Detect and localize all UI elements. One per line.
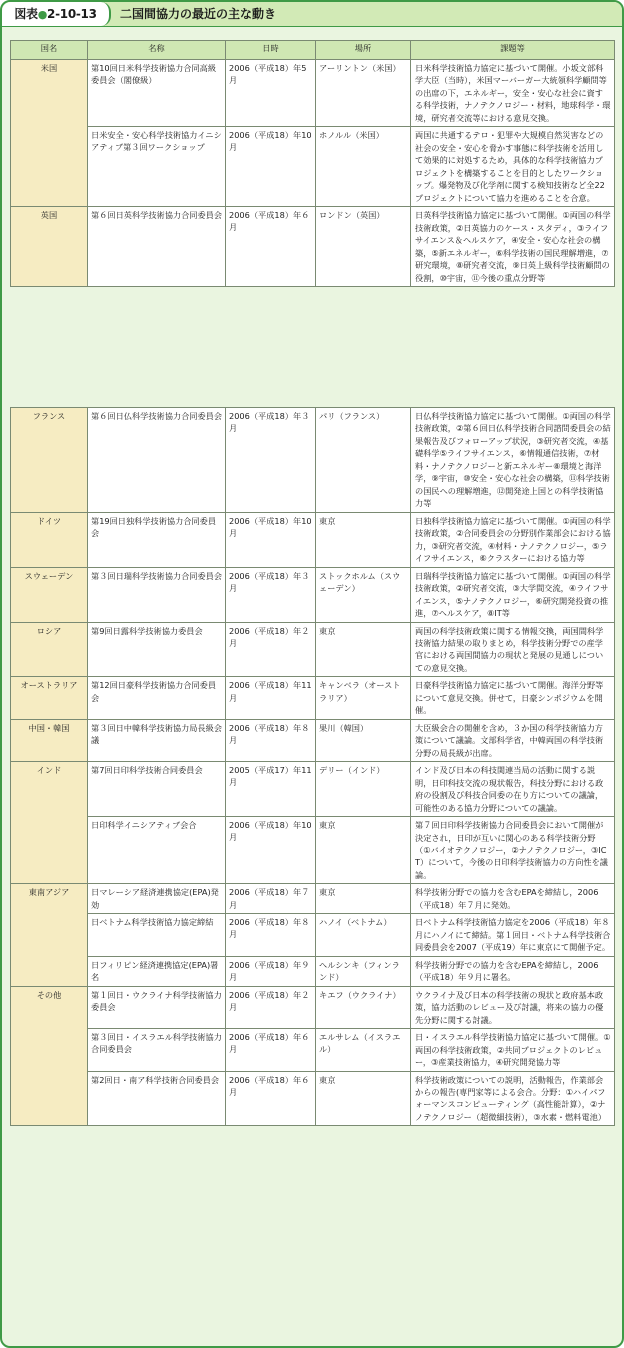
figure-header bbox=[2, 2, 622, 27]
header-country: 国名 bbox=[11, 41, 88, 60]
event-place-cell: 東京 bbox=[316, 512, 411, 567]
table-row bbox=[11, 622, 615, 677]
table-row bbox=[11, 817, 615, 884]
event-topics-cell: ウクライナ及び日本の科学技術の現状と政府基本政策，協力活動のレビュー及び討議，将来の協力の優先分野に関する討議。 bbox=[411, 986, 615, 1028]
event-topics-cell: 第７回日印科学技術協力合同委員会において開催が決定され，日印が互いに関心のある科学技術分野（①バイオテクノロジー，②ナノテクノロジー，③ICT）について，今後の日印科学技術協力の方向性を議論。 bbox=[411, 817, 615, 884]
bullet-icon: ● bbox=[37, 8, 48, 21]
event-place-cell: ホノルル（米国） bbox=[316, 127, 411, 207]
event-name-cell: 日マレーシア経済連携協定(EPA)発効 bbox=[88, 884, 226, 914]
event-name-cell: 第9回日露科学技術協力委員会 bbox=[88, 622, 226, 677]
country-cell: 米国 bbox=[11, 60, 88, 207]
event-topics-cell: 日独科学技術協力協定に基づいて開催。①両国の科学技術政策，②合同委員会の分野別作業部会における協力，③研究者交流，④材料・ナノテクノロジー，⑤ライフサイエンス，⑥クラスターにおける協力等 bbox=[411, 512, 615, 567]
event-name-cell: 第2回日・南ア科学技術合同委員会 bbox=[88, 1071, 226, 1126]
figure-label bbox=[2, 2, 111, 26]
event-name-cell: 日フィリピン経済連携協定(EPA)署名 bbox=[88, 956, 226, 986]
table-row bbox=[11, 512, 615, 567]
event-name-cell: 第３回日中韓科学技術協力局長級会議 bbox=[88, 719, 226, 761]
figure-number: 2-10-13 bbox=[47, 7, 97, 21]
event-place-cell: キャンベラ（オーストラリア） bbox=[316, 677, 411, 719]
event-name-cell: 第10回日米科学技術協力合同高級委員会（閣僚級） bbox=[88, 60, 226, 127]
event-place-cell: 東京 bbox=[316, 622, 411, 677]
event-topics-cell: 両国に共通するテロ・犯罪や大規模自然災害などの社会の安全・安心を脅かす事態に科学技術を活用して効果的に対処するため，具体的な科学技術協力プロジェクトを構築することを目的としたワークショップ。爆発物及び化学剤に関する検知技術など全22プロジェクトについて協力を進めることを合意。 bbox=[411, 127, 615, 207]
table-body-2 bbox=[11, 408, 615, 1126]
country-cell: ドイツ bbox=[11, 512, 88, 567]
event-topics-cell: 日・イスラエル科学技術協力協定に基づいて開催。①両国の科学技術政策，②共同プロジェクトのレビュー，③産業技術協力，④研究開発協力等 bbox=[411, 1029, 615, 1071]
country-cell: 英国 bbox=[11, 207, 88, 287]
event-date-cell: 2006（平成18）年８月 bbox=[226, 914, 316, 956]
event-place-cell: ヘルシンキ（フィンランド） bbox=[316, 956, 411, 986]
table-row bbox=[11, 956, 615, 986]
country-cell: 東南アジア bbox=[11, 884, 88, 986]
header-topics: 課題等 bbox=[411, 41, 615, 60]
event-topics-cell: 日豪科学技術協力協定に基づいて開催。海洋分野等について意見交換。併せて，日豪シンポジウムを開催。 bbox=[411, 677, 615, 719]
event-date-cell: 2006（平成18）年２月 bbox=[226, 622, 316, 677]
table-row bbox=[11, 986, 615, 1028]
table-row bbox=[11, 567, 615, 622]
table-row bbox=[11, 408, 615, 513]
event-name-cell: 第３回日・イスラエル科学技術協力合同委員会 bbox=[88, 1029, 226, 1071]
event-place-cell: ロンドン（英国） bbox=[316, 207, 411, 287]
event-date-cell: 2006（平成18）年６月 bbox=[226, 1071, 316, 1126]
table-header-row bbox=[11, 41, 615, 60]
figure-label-prefix: 図表 bbox=[14, 7, 38, 21]
table-row bbox=[11, 719, 615, 761]
event-name-cell: 第19回日独科学技術協力合同委員会 bbox=[88, 512, 226, 567]
event-date-cell: 2006（平成18）年８月 bbox=[226, 719, 316, 761]
event-date-cell: 2005（平成17）年11月 bbox=[226, 762, 316, 817]
country-cell: インド bbox=[11, 762, 88, 884]
event-place-cell: デリー（インド） bbox=[316, 762, 411, 817]
country-cell: スウェーデン bbox=[11, 567, 88, 622]
event-date-cell: 2006（平成18）年10月 bbox=[226, 817, 316, 884]
event-topics-cell: 日瑞科学技術協力協定に基づいて開催。①両国の科学技術政策，②研究者交流，③大学間交流，④ライフサイエンス，⑤ナノテクノロジー，⑥研究開発投資の推進，⑦ヘルスケア，⑧IT等 bbox=[411, 567, 615, 622]
event-topics-cell: 科学技術分野での協力を含むEPAを締結し，2006（平成18）年７月に発効。 bbox=[411, 884, 615, 914]
table-row bbox=[11, 884, 615, 914]
event-name-cell: 第１回日・ウクライナ科学技術協力委員会 bbox=[88, 986, 226, 1028]
event-name-cell: 第7回日印科学技術合同委員会 bbox=[88, 762, 226, 817]
event-topics-cell: 日英科学技術協力協定に基づいて開催。①両国の科学技術政策，②日英協力のケース・スタディ，③ライフサイエンス＆ヘルスケア，④安全・安心な社会の構築，⑤新エネルギー，⑥科学技術の国民理解増進，⑦研究環境，⑧研究者交流，⑨日英上級科学技術顧問の役割，⑩宇宙，⑪今後の重点分野等 bbox=[411, 207, 615, 287]
event-place-cell: エルサレム（イスラエル） bbox=[316, 1029, 411, 1071]
header-date: 日時 bbox=[226, 41, 316, 60]
table-row bbox=[11, 207, 615, 287]
country-cell: オーストラリア bbox=[11, 677, 88, 719]
event-date-cell: 2006（平成18）年11月 bbox=[226, 677, 316, 719]
table-row bbox=[11, 914, 615, 956]
event-place-cell: 東京 bbox=[316, 1071, 411, 1126]
country-cell: 中国・韓国 bbox=[11, 719, 88, 761]
country-cell: その他 bbox=[11, 986, 88, 1126]
event-place-cell: 東京 bbox=[316, 884, 411, 914]
figure-title: 二国間協力の最近の主な動き bbox=[120, 7, 277, 21]
event-date-cell: 2006（平成18）年６月 bbox=[226, 207, 316, 287]
event-place-cell: キエフ（ウクライナ） bbox=[316, 986, 411, 1028]
event-date-cell: 2006（平成18）年３月 bbox=[226, 408, 316, 513]
table-part-2 bbox=[10, 407, 615, 1126]
event-topics-cell: 科学技術分野での協力を含むEPAを締結し，2006（平成18）年９月に署名。 bbox=[411, 956, 615, 986]
table-row bbox=[11, 1071, 615, 1126]
event-date-cell: 2006（平成18）年７月 bbox=[226, 884, 316, 914]
country-cell: ロシア bbox=[11, 622, 88, 677]
event-date-cell: 2006（平成18）年９月 bbox=[226, 956, 316, 986]
event-date-cell: 2006（平成18）年２月 bbox=[226, 986, 316, 1028]
header-place: 場所 bbox=[316, 41, 411, 60]
event-name-cell: 第３回日瑞科学技術協力合同委員会 bbox=[88, 567, 226, 622]
event-place-cell: アーリントン（米国） bbox=[316, 60, 411, 127]
event-place-cell: 果川（韓国） bbox=[316, 719, 411, 761]
table-part-1 bbox=[10, 40, 615, 287]
event-name-cell: 日米安全・安心科学技術協力イニシアティブ第３回ワークショップ bbox=[88, 127, 226, 207]
event-topics-cell: 日仏科学技術協力協定に基づいて開催。①両国の科学技術政策，②第６回日仏科学技術合同諮問委員会の結果報告及びフォローアップ状況，③研究者交流，④基礎科学⑤ライフサイエンス，⑥情報通信技術，⑦材料・ナノテクノロジーと新エネルギー⑧環境と海洋学，⑨宇宙，⑩安全・安心な社会の構築，⑪科学技術の国民への理解増進，⑫開発途上国との科学技術協力等 bbox=[411, 408, 615, 513]
table-row bbox=[11, 60, 615, 127]
event-topics-cell: 両国の科学技術政策に関する情報交換，両国間科学技術協力結果の取りまとめ，科学技術分野での産学官における両国間協力の現状と発展の見通しについての意見交換。 bbox=[411, 622, 615, 677]
event-place-cell: ストックホルム（スウェーデン） bbox=[316, 567, 411, 622]
event-date-cell: 2006（平成18）年10月 bbox=[226, 127, 316, 207]
event-name-cell: 第６回日英科学技術協力合同委員会 bbox=[88, 207, 226, 287]
event-topics-cell: 大臣級会合の開催を含め，３か国の科学技術協力方策について議論。文部科学省，中韓両国の科学技術分野の局長級が出席。 bbox=[411, 719, 615, 761]
event-date-cell: 2006（平成18）年６月 bbox=[226, 1029, 316, 1071]
event-topics-cell: 日米科学技術協力協定に基づいて開催。小坂文部科学大臣（当時），米国マーバーガー大統領科学顧問等の出席の下，エネルギー，安全・安心な社会に資する科学技術，ナノテクノロジー・材料，地球科学・環境，研究者交流等における意見交換。 bbox=[411, 60, 615, 127]
event-place-cell: ハノイ（ベトナム） bbox=[316, 914, 411, 956]
event-date-cell: 2006（平成18）年３月 bbox=[226, 567, 316, 622]
event-name-cell: 第６回日仏科学技術協力合同委員会 bbox=[88, 408, 226, 513]
event-topics-cell: 科学技術政策についての説明，活動報告，作業部会からの報告(専門家等による会合。分野：①ハイパフォーマンスコンピューティング（高性能計算），②ナノテクノロジー（超微細技術），③水素・燃料電池） bbox=[411, 1071, 615, 1126]
event-place-cell: 東京 bbox=[316, 817, 411, 884]
table-row bbox=[11, 762, 615, 817]
event-name-cell: 第12回日豪科学技術協力合同委員会 bbox=[88, 677, 226, 719]
event-topics-cell: インド及び日本の科技関連当局の活動に関する説明，日印科技交流の現状報告，科技分野における政府の役割及び科技合同委の在り方についての議論，可能性のある協力分野についての議論。 bbox=[411, 762, 615, 817]
table-body-1 bbox=[11, 60, 615, 287]
table-row bbox=[11, 127, 615, 207]
event-topics-cell: 日ベトナム科学技術協力協定を2006（平成18）年８月にハノイにて締結。第１回日・ベトナム科学技術合同委員会を2007（平成19）年に東京にて開催予定。 bbox=[411, 914, 615, 956]
header-name: 名称 bbox=[88, 41, 226, 60]
event-name-cell: 日印科学イニシアティブ会合 bbox=[88, 817, 226, 884]
event-date-cell: 2006（平成18）年5月 bbox=[226, 60, 316, 127]
event-date-cell: 2006（平成18）年10月 bbox=[226, 512, 316, 567]
event-name-cell: 日ベトナム科学技術協力協定締結 bbox=[88, 914, 226, 956]
country-cell: フランス bbox=[11, 408, 88, 513]
table-row bbox=[11, 1029, 615, 1071]
table-row bbox=[11, 677, 615, 719]
event-place-cell: パリ（フランス） bbox=[316, 408, 411, 513]
